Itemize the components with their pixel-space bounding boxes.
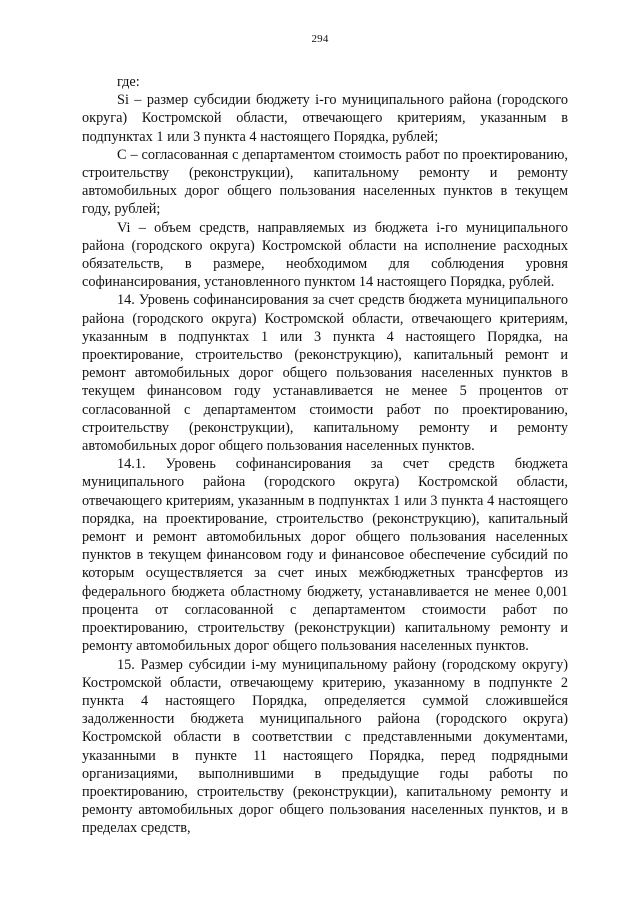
intro-text: где: <box>117 74 140 90</box>
definition-c: С – согласованная с департаментом стоимость работ по проектированию, строительству (реконструкции), капитальному ремонту и ремонту автомобильных дорог общего пользования населенных пунктов в текущем году, рублей; <box>82 146 568 218</box>
definition-si: Si – размер субсидии бюджету i-го муниципального района (городского округа) Костромской области, отвечающего критериям, указанным в подпунктах 1 или 3 пункта 4 настоящего Порядка, рублей; <box>82 92 568 145</box>
paragraph-15: 15. Размер субсидии i-му муниципальному району (городскому округу) Костромской области, отвечающему критерию, указанному в подпункте 2 пункта 4 настоящего Порядка, определяется суммой сложившейся задолженности бюджета муниципального района (городского округа) Костромской области в соответствии с представленными документами, указанными в пункте 11 настоящего Порядка, перед подрядными организациями, выполнившими в предыдущие годы работы по проектированию, строительству (реконструкции), капитальному ремонту и ремонту автомобильных дорог общего пользования населенных пунктов, и в пределах средств, <box>82 656 568 837</box>
document-body <box>82 73 568 838</box>
page-number: 294 <box>311 33 329 45</box>
paragraph-14: 14. Уровень софинансирования за счет средств бюджета муниципального района (городского округа) Костромской области, отвечающего критериям, указанным в подпунктах 1 или 3 пункта 4 настоящего Порядка, на проектирование, строительство (реконструкцию), капитальный ремонт и ремонт автомобильных дорог общего пользования населенных пунктов в текущем финансовом году устанавливается не менее 5 процентов от согласованной с департаментом стоимости работ по проектированию, строительству (реконструкции), капитальному ремонту и ремонту автомобильных дорог общего пользования населенных пунктов. <box>82 292 568 455</box>
paragraph-14-1: 14.1. Уровень софинансирования за счет средств бюджета муниципального района (городского округа) Костромской области, отвечающего критериям, указанным в подпунктах 1 или 3 пункта 4 настоящего порядка, на проектирование, строительство (реконструкцию), капитальный ремонт и ремонт автомобильных дорог общего пользования населенных пунктов в текущем финансовом году и финансовое обеспечение субсидий по которым осуществляется за счет иных межбюджетных трансфертов из федерального бюджета областному бюджету, устанавливается не менее 0,001 процента от согласованной с департаментом стоимости работ по проектированию, строительству (реконструкции) капитальному ремонту и ремонту автомобильных дорог общего пользования населенных пунктов. <box>82 456 568 655</box>
definition-vi: Vi – объем средств, направляемых из бюджета i-го муниципального района (городского округа) Костромской области на исполнение расходных обязательств, в размере, необходимом для соблюдения уровня софинансирования, установленного пунктом 14 настоящего Порядка, рублей. <box>82 219 568 291</box>
